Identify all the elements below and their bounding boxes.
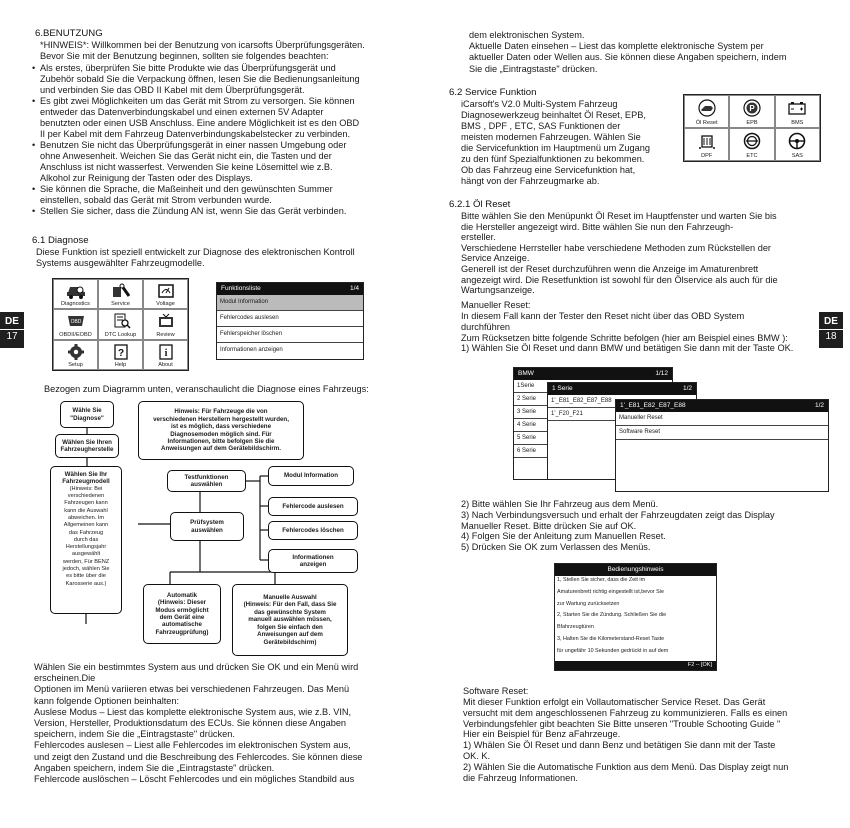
box-note-line: Fahrzeugen kann — [64, 500, 108, 507]
flow-test-functions — [167, 470, 246, 492]
body-line: Version, Hersteller, Produktionsdatum des ECUs. Sie können diese Angaben — [34, 718, 347, 728]
box-note-line: werden, Für BENZ — [62, 558, 110, 565]
body-line: Mit dieser Funktion erfolgt ein Vollautomatischer Service Reset. Das Gerät — [463, 697, 766, 707]
body-line: Verbindungsfehler gibt beachten Sie Bitte unseren "Trouble Schooting Guide " — [463, 718, 781, 729]
bullet-line: • Benutzen Sie nicht das Überprüfungsgerät in einer nassen Umgebung oder — [40, 140, 346, 151]
service-bms: BMS — [775, 95, 820, 128]
body-line: In diesem Fall kann der Tester den Reset nicht über das OBD System — [461, 311, 745, 321]
box-note-line: jedoch, wählen Sie — [62, 566, 110, 573]
screen-row: 1'_E81_E82_E87_E88 — [548, 395, 696, 408]
flow-select-model — [50, 466, 122, 614]
body-line: BMS , DPF , ETC, SAS Funktionen der — [461, 121, 621, 131]
screen-row: Fehlerspeicher löschen — [217, 327, 363, 343]
screen-row: Manueller Reset — [616, 412, 828, 426]
screen-row: 4 Serie — [514, 419, 672, 432]
flow-manual — [232, 584, 348, 656]
hint-screen-line: 2, Starten Sie die Zündung. Schließen Sie die — [557, 612, 667, 619]
box-line: Gerätebildschirm) — [263, 638, 317, 646]
bullet-line: Zubehör sobald Sie die Verpackung öffnen, lesen Sie die Bedienungsanleitung — [40, 74, 360, 84]
body-line: 2) Wählen Sie die Automatische Funktion aus dem Menü. Das Display zeigt nun — [463, 761, 789, 772]
bullet-line: Alkohol zur Reinigung der Tasten oder des Displays. — [40, 173, 253, 183]
box-line: dem Gerät eine — [159, 614, 205, 621]
svg-text:?: ? — [117, 347, 124, 359]
box-line: Manuelle Auswahl — [263, 594, 317, 602]
hint-screen-line: für ungefähr 10 Sekunden gedrückt in auf dem — [557, 647, 669, 654]
body-line: Aktuelle Daten einsehen – Liest das komplette elektronische System per — [469, 41, 764, 52]
throttle-icon — [741, 132, 763, 150]
box-line: folgen Sie einfach den — [257, 623, 323, 631]
right-page — [425, 0, 850, 828]
body-line: die Servicefunktion im Hauptmenü um Zugang — [461, 143, 650, 153]
box-note-line: kann die Auswahl — [64, 507, 108, 514]
dpf-filter-icon — [696, 132, 718, 150]
box-line: Hinweis: Für Fahrzeuge die von — [174, 408, 268, 416]
box-line: Informationen — [292, 553, 334, 561]
body-line: Service Anzeige. — [461, 253, 530, 264]
box-line: Fahrzeugmodell — [62, 478, 110, 486]
body-line: versucht mit dem angeschlossenen Fahrzeug zu kommunizieren. Falls es einen — [463, 707, 788, 718]
body-line: 1) Whälen Sie Öl Reset und dann Benz und betätigen Sie dann mit der Taste — [463, 740, 776, 751]
service-dpf: DPF — [684, 128, 729, 161]
bullet-line: • Als erstes, überprüfen Sie bitte Produkte wie das Überprüfungsgerät und — [40, 63, 336, 74]
body-line: Wählen Sie ein bestimmtes System aus und drücken Sie OK und ein Menü wird — [34, 662, 359, 672]
service-epb: P EPB — [729, 95, 774, 128]
steering-wheel-icon — [786, 132, 808, 150]
box-line: das gewünschte System — [254, 608, 326, 616]
menu-review: Review — [143, 309, 188, 339]
box-note-line: abweichen. Im — [67, 515, 105, 521]
body-line: Diagnosewerkzeug beinhaltet Öl Reset, EPB, — [461, 110, 646, 120]
screen-title-bar: Funktionsliste 1/4 — [217, 283, 363, 295]
box-note-line: ausgewählt — [71, 551, 101, 558]
hint-screen-line: Bfahrzeugtüren — [557, 624, 594, 631]
step-line: 5) Drücken Sie OK zum Verlassen des Menüs. — [461, 542, 651, 553]
svg-text:OBD: OBD — [70, 319, 81, 326]
box-line: Informationen, bitte befolgen Sie die — [167, 437, 275, 445]
battery-icon — [786, 99, 808, 117]
service-icon-grid — [683, 94, 821, 162]
screen-row: Fehlercodes auslesen — [217, 311, 363, 327]
manual-reset-title: Manueller Reset: — [461, 300, 531, 310]
page-tab-left: DE 17 — [0, 312, 24, 348]
box-line: (Hinweis: Für den Fall, dass Sie — [243, 601, 337, 609]
flow-hint-box — [138, 401, 304, 460]
body-line: meisten modernen Fahrzeugen. Wählen Sie — [461, 132, 641, 142]
screen-row: Software Reset — [616, 426, 828, 440]
screen-row: 6 Serie — [514, 445, 672, 458]
body-line: Hier ein Beispiel für Benz aFahrzeuge. — [463, 729, 621, 740]
box-note-line: Allgemeinen kann — [63, 522, 109, 529]
bullet-line: und verbinden Sie das OBD II Kabel mit dem Überprüfungsgerät. — [40, 85, 305, 95]
diag-text: Systems ausgewählter Fahrzeugmodelle. — [36, 258, 205, 268]
menu-help: ? Help — [98, 340, 143, 370]
body-line: 1) Wählen Sie Öl Reset und dann BMW und betätigen Sie dann mit der Taste OK. — [461, 343, 794, 354]
body-line: ersteller. — [461, 232, 496, 243]
menu-about: i About — [143, 340, 188, 370]
box-line: Automatik — [166, 591, 198, 599]
hint-line: Bevor Sie mit der Benutzung beginnen, sollten sie folgendes beachten: — [40, 51, 329, 61]
body-line: erscheinen.Die — [34, 673, 96, 684]
screen-row: 1'_F20_F21 — [548, 408, 696, 421]
flow-clear-codes: Fehlercodes löschen — [268, 521, 358, 540]
box-line: (Hinweis: Dieser — [157, 599, 207, 607]
box-line: auswählen — [190, 481, 223, 488]
body-line: iCarsoft's V2.0 Multi-System Fahrzeug — [461, 99, 618, 109]
section-title-benutzung: 6.BENUTZUNG — [35, 28, 103, 39]
screen-row: Informationen anzeigen — [220, 347, 283, 353]
flow-read-codes: Fehlercode auslesen — [268, 497, 358, 516]
body-line: zu den fünf Spezialfunktionen zu bekommen. — [461, 154, 645, 164]
oil-reset-title: 6.2.1 Öl Reset — [449, 199, 511, 210]
step-line: 2) Bitte wählen Sie Ihr Fahrzeug aus dem Menü. — [461, 499, 659, 509]
bullet-line: entweder das Datenverbindungskabel und einen externen 5V Adapter — [40, 107, 324, 117]
hint-footer: F2 -- [OK] — [555, 661, 716, 670]
bullet-line: • Stellen Sie sicher, dass die Zündung AN ist, wenn Sie das Gerät verbinden. — [40, 206, 346, 217]
body-line: dem elektronischen System. — [469, 30, 585, 40]
body-line: Sie die „Eintragstaste" drücken. — [469, 63, 598, 74]
box-line: Modus ermöglicht — [155, 606, 209, 614]
service-oil-reset: Öl Reset — [684, 95, 729, 128]
box-line: auswählen — [191, 526, 223, 534]
body-line: Auslese Modus – Liest das komplette elektronische System aus, wie z.B. VIN, — [34, 706, 352, 717]
body-line: OK. K. — [463, 751, 491, 761]
body-line: Verschiedene Herrsteller habe verschiedene Methoden zum Rückstellen der — [461, 242, 771, 253]
box-line: verschiedenen Herstellern hergestellt wurden, — [153, 415, 289, 423]
body-line: die Fahrzeug Informationen. — [463, 772, 578, 783]
screen-row: 3 Serie — [514, 406, 672, 419]
model-screen: 1'_E81_E82_E87_E88 1/2 Manueller Reset Software Reset — [615, 399, 829, 492]
menu-dtc-lookup: DTC Lookup — [98, 309, 143, 339]
service-sas: SAS — [775, 128, 820, 161]
svg-text:P: P — [749, 104, 755, 113]
screen-row: 5 Serie — [514, 432, 672, 445]
hint-line: *HINWEIS*: Willkommen bei der Benutzung von icarsofts Überprüfungsgeräten. — [40, 40, 365, 50]
menu-service: Service — [98, 279, 143, 309]
body-line: die Hersteller angezeigt wird. Bitte wählen Sie nun den Fahrzeugh- — [461, 221, 734, 232]
body-line: Bitte wählen Sie den Menüpunkt Öl Reset im Hauptfenster und warten Sie bis — [461, 211, 777, 221]
flow-select-maker — [55, 434, 119, 458]
flow-automatic — [143, 584, 221, 644]
box-note-line: verschiedenen — [67, 493, 105, 500]
bullet-line: ohne Anwesenheit. Weichen Sie das Gerät nicht ein, die Tasten und der — [40, 151, 332, 161]
bullet-line: einstellen, sobald das Gerät mit Strom verbunden wurde. — [40, 195, 272, 205]
screen-row: Modul Information — [217, 295, 363, 311]
hint-screen-line: zur Wartung zurücksetzen — [557, 600, 620, 607]
box-line: Diagnosemoden möglich sind. Für — [170, 430, 272, 438]
service-title: 6.2 Service Funktion — [449, 87, 537, 98]
box-line: Wähle Sie — [72, 407, 102, 415]
box-note-line: durch das — [73, 536, 99, 543]
body-line: Generell ist der Reset durchzuführen wenn die Anzeige im Amaturenbrett — [461, 264, 759, 274]
flow-intro: Bezogen zum Diagramm unten, veranschaulicht die Diagnose eines Fahrzeugs: — [44, 384, 369, 394]
oil-can-icon — [696, 99, 718, 117]
body-line: und zeigt den Zustand und die Beschreibung des Fehlercodes. Sie können diese — [34, 751, 363, 762]
body-line: durchführen — [461, 321, 511, 332]
box-line: automatische — [162, 621, 202, 629]
hint-screen-line: 3, Halten Sie die Kilometerstand-Reset Taste — [557, 635, 665, 642]
flow-modul-info: Modul Information — [268, 466, 354, 486]
service-etc: ETC — [729, 128, 774, 161]
step-line: Manueller Reset. Bitte drücken Sie auf OK. — [461, 520, 637, 531]
menu-diagnostics: Diagnostics — [53, 279, 98, 309]
hint-screen-line: 1, Stellen Sie sicher, dass die Zeit im — [557, 577, 646, 583]
box-line: Testfunktionen — [184, 473, 229, 481]
body-line: Angaben speichern, indem Sie die „Eintragstaste" drücken. — [34, 762, 275, 773]
body-line: speichern, indem Sie die „Eintragstaste" drücken. — [34, 729, 235, 740]
parking-brake-icon — [741, 99, 763, 117]
menu-setup: Setup — [53, 340, 98, 370]
body-line: Fehlercodes auslesen – Liest alle Fehlercodes im elektronischen System aus, — [34, 740, 351, 751]
body-line: Zum Rücksetzen bitte folgende Schritte befolgen (hier am Beispiel eines BMW ): — [461, 332, 788, 343]
bullet-line: benutzten oder einen USB Anschluss. Eine andere Möglichkeit ist es den OBD — [40, 118, 360, 128]
box-line: "Diagnose" — [70, 414, 104, 422]
hint-screen: Bedienungshinweis 1, Stellen Sie sicher, dass die Zeit im Amaturenbrett richtig eingestellt ist,bevor Sie zur Wartung zurücksetzen 2, Starten Sie die Zündung. Schließen Sie die Bfahrzeugtüren 3, Halten Sie die Kilometerstand-Reset Taste für ungefähr 10 Sekunden gedrückt in auf dem F2 -- [OK] — [554, 563, 717, 671]
box-line: Fahrzeugherstelle — [60, 446, 114, 453]
body-line: Wartungsanzeige. — [461, 285, 535, 296]
diag-title: 6.1 Diagnose — [32, 235, 89, 246]
bullet-line: Anschluss ist nicht wasserfest. Verwenden Sie keine Lösemittel wie z.B. — [40, 162, 333, 172]
body-line: Fehlercode auslöschen – Löscht Fehlercodes und ein mögliches Standbild aus — [34, 774, 355, 784]
hint-screen-line: Amaturenbrett richtig eingestellt ist,bevor Sie — [557, 588, 664, 595]
bullet-line: • Sie können die Sprache, die Maßeinheit und den gewünschten Summer — [40, 184, 333, 195]
box-line: Wählen Sie Ihr — [64, 471, 108, 478]
box-note-line: das Fahrzeug — [68, 529, 104, 536]
body-line: Optionen im Menü variieren etwas bei verschiedenen Fahrzeugen. Das Menü — [34, 684, 350, 695]
box-line: manuell auswählen müssen, — [248, 616, 332, 624]
flow-select-system — [170, 512, 244, 541]
flow-show-info — [268, 549, 358, 573]
svg-text:i: i — [164, 347, 167, 359]
box-line: anzeigen — [299, 561, 327, 568]
serie-screen: 1 Serie 1/2 1'_E81_E82_E87_E88 1'_F20_F21 — [547, 382, 697, 480]
diag-text: Diese Funktion ist speziell entwickelt zur Diagnose des elektronischen Kontroll — [36, 247, 355, 257]
box-line: Anweisungen auf dem Gerätebildschirm. — [161, 445, 281, 453]
box-note-line: es bitte über die — [66, 573, 106, 580]
box-note-line: Karosserie aus.) — [65, 580, 107, 587]
bmw-screen: BMW 1/12 1Serie 2 Serie 3 Serie 4 Serie 5 Serie 6 Serie — [513, 367, 673, 480]
bullet-line: II per Kabel mit dem Fahrzeug Datenverbindungskabelstecker zu verbinden. — [40, 129, 350, 139]
bullet-line: • Es gibt zwei Möglichkeiten um das Gerät mit Strom zu versorgen. Sie können — [40, 96, 355, 107]
software-reset-title: Software Reset: — [463, 686, 529, 696]
screen-row: 1Serie — [514, 380, 672, 393]
flow-select-diagnose — [60, 401, 114, 428]
box-line: Fahrzeugprüfung) — [155, 628, 209, 636]
body-line: angezeigt wird. Die Resetfunktion ist sowohl für den Ölservice als auch für die — [461, 274, 778, 285]
box-line: Wählen Sie Ihren — [62, 438, 112, 446]
box-line: Prüfsystem — [190, 519, 224, 527]
box-line: Anweisungen auf dem — [257, 631, 323, 639]
box-line: ist es möglich, dass verschiedene — [170, 423, 272, 431]
box-note-line: Herstellungsjahr — [65, 544, 107, 551]
box-note-line: (Hinweis: Bei — [69, 485, 103, 492]
screen-row: 2 Serie — [514, 393, 672, 406]
menu-voltage: Voltage — [143, 279, 188, 309]
body-line: aktueller Daten oder Wellen aus. Sie können diese Angaben speichern, indem — [469, 52, 787, 63]
page-tab-right: DE 18 — [819, 312, 843, 348]
body-line: hängt von der Fahrzeugmarke ab. — [461, 176, 600, 186]
body-line: Ob das Fahrzeug eine Servicefunktion hat, — [461, 165, 636, 175]
step-line: 4) Folgen Sie der Anleitung zum Manuellen Reset. — [461, 531, 666, 542]
body-line: kann folgende Optionen beinhalten: — [34, 695, 180, 706]
step-line: 3) Nach Verbindungsversuch und erhalt der Fahrzeugdaten zeigt das Display — [461, 509, 775, 520]
menu-obd: OBD OBDII/EOBD — [53, 309, 98, 339]
